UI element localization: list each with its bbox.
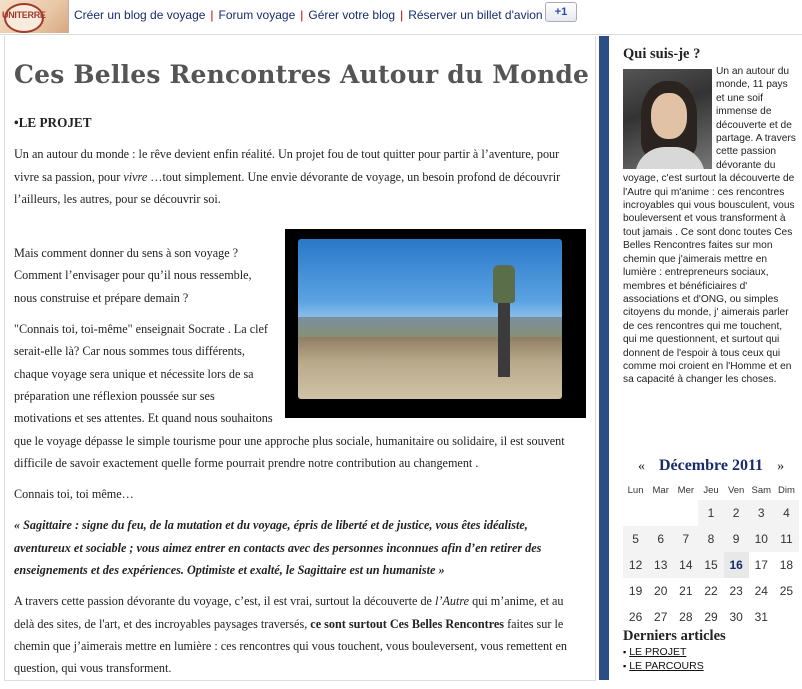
calendar-week [623, 604, 799, 630]
paragraph-intro [14, 143, 586, 210]
nav-separator: | [400, 8, 404, 22]
list-item [623, 645, 704, 659]
recent-posts-title: Derniers articles [623, 628, 726, 644]
author-bio [623, 65, 797, 387]
calendar-day[interactable]: 8 [698, 526, 723, 552]
calendar-day[interactable]: 21 [679, 584, 693, 598]
calendar-day[interactable]: 31 [754, 610, 768, 624]
sidebar [614, 36, 802, 680]
paragraph-socrate: "Connais toi, toi-même" enseignait Socrate . La clef serait-elle là? Car nous sommes tous différents, chaque voyage sera unique et nécessite lors de sa préparation une réflexion poussée sur ses motivations et ses attentes. Et quand nous souhaitons que le voyage dépasse le simple tourisme pour une approche plus sociale, humanitaire ou solidaire, il est souvent difficile de savoir exactement quelle forme pourrait prendre notre contribution au changement . [14, 322, 565, 470]
calendar-day[interactable]: 13 [648, 552, 673, 578]
top-nav [74, 8, 543, 22]
column-divider [599, 36, 609, 680]
calendar-day[interactable]: 18 [779, 558, 794, 572]
calendar-day[interactable]: 17 [754, 558, 768, 572]
passion-text: A travers cette passion dévorante du voyage, c’est, il est vrai, surtout la découverte de [14, 594, 435, 609]
site-logo[interactable] [0, 0, 69, 33]
about-title: Qui suis-je ? [623, 46, 701, 62]
calendar-day[interactable]: 4 [774, 500, 799, 526]
sagittarius-quote: « Sagittaire : signe du feu, de la mutation et du voyage, épris de liberté et de justice, vous êtes idéaliste, aventureux et sociable ; vous aimez entrer en contacts avec des personnes inconnues afin d’en retirer des enseignements et des expériences. Optimiste et exalté, le Sagittaire est un humaniste » [14, 518, 542, 578]
calendar-day[interactable]: 23 [729, 584, 743, 598]
passion-text-mid: qui m’anime, et au delà des sites, de l'art, et des incroyables paysages traversés, [14, 594, 564, 631]
calendar-day[interactable]: 20 [654, 584, 668, 598]
calendar-day[interactable]: 28 [679, 610, 693, 624]
calendar-month: Décembre 2011 [658, 457, 764, 474]
nav-link-forum[interactable]: Forum voyage [218, 8, 296, 22]
calendar-weekday: Ven [727, 484, 745, 496]
photo-hiker [493, 265, 515, 377]
calendar-day[interactable]: 29 [704, 610, 718, 624]
calendar-day[interactable]: 1 [698, 500, 723, 526]
logo-text: UNITERRE [2, 10, 46, 20]
recent-post-link[interactable]: LE PROJET [629, 646, 687, 658]
nav-link-book-flight[interactable]: Réserver un billet d'avion [408, 8, 543, 22]
calendar-day[interactable]: 3 [749, 500, 774, 526]
calendar-day[interactable]: 19 [628, 584, 643, 598]
calendar-day[interactable]: 15 [698, 552, 723, 578]
recent-posts-list [623, 645, 704, 673]
calendar [623, 480, 799, 630]
calendar-prev-link[interactable]: « [637, 459, 645, 474]
calendar-day[interactable]: 12 [623, 552, 648, 578]
calendar-day[interactable]: 5 [623, 526, 648, 552]
calendar-weekday: Sam [751, 484, 772, 496]
calendar-next-link[interactable]: » [777, 459, 785, 474]
calendar-weekday: Lun [627, 484, 644, 496]
nav-link-manage-blog[interactable]: Gérer votre blog [308, 8, 396, 22]
section-heading: •LE PROJET [14, 115, 92, 130]
calendar-empty-cell [623, 500, 648, 526]
calendar-day[interactable]: 24 [754, 584, 768, 598]
calendar-day[interactable]: 14 [673, 552, 698, 578]
intro-text-end: …tout simplement. Une envie dévorante de voyage, un besoin profond de découvrir l’ailleurs, les autres, pour se découvrir soi. [14, 169, 561, 206]
post-title: Ces Belles Rencontres Autour du Monde [14, 60, 590, 89]
passion-bold: ce sont surtout Ces Belles Rencontres [310, 616, 505, 631]
nav-link-create-blog[interactable]: Créer un blog de voyage [74, 8, 206, 22]
calendar-day[interactable]: 25 [779, 584, 794, 598]
calendar-day[interactable]: 11 [774, 526, 799, 552]
passion-text-end: faites sur le chemin que j’aimerais mettre en lumière : ces rencontres qui vous touchent, vous bouleversent, vous remettent en question, qui vous transforment. [14, 616, 568, 676]
calendar-weekday: Mer [677, 484, 695, 496]
paragraph-passion [14, 590, 586, 679]
calendar-day[interactable]: 2 [724, 500, 749, 526]
bio-text: Un an autour du monde, 11 pays et une soif immense de découverte et de partage. A travers cette passion dévorante du voyage, c'est surtout la découverte de l'Autre qui m'anime : ces rencontres incroyables qui vous bousculent, vous bouleversent et vous transforment à tout jamais . Ce sont donc toutes Ces Belles Rencontres faites sur mon chemin que j'aimerais mettre en lumière : entrepreneurs sociaux, membres et bénéficiaires d' associations et d'ONG, ou simples citoyens du monde, j' aimerais parler de ces rencontres qui me touchent, qui me questionnent, et surtout qui donnent de l'espoir à tous ceux qui comme moi croient en l'Homme et en sa capacité à changer les choses. [623, 66, 796, 386]
calendar-day[interactable]: 30 [729, 610, 743, 624]
passion-emphasis: l’Autre [435, 594, 470, 609]
calendar-day[interactable]: 10 [749, 526, 774, 552]
post-column [4, 36, 596, 681]
top-bar [0, 0, 802, 35]
hiker-photo [285, 229, 586, 418]
calendar-day[interactable]: 27 [654, 610, 668, 624]
bio-image-space [623, 65, 716, 169]
calendar-header [623, 457, 799, 475]
paragraph-connais-toi: Connais toi, toi même… [14, 487, 134, 502]
paragraph-question: Mais comment donner du sens à son voyage ? Comment l’envisager pour qu’il nous ressemble, nous construise et prépare demain ? [14, 246, 252, 305]
nav-separator: | [300, 8, 304, 22]
calendar-day[interactable]: 9 [724, 526, 749, 552]
calendar-day[interactable]: 16 [724, 552, 749, 578]
calendar-empty-cell [673, 500, 698, 526]
calendar-day[interactable]: 7 [673, 526, 698, 552]
calendar-empty-cell [648, 500, 673, 526]
calendar-grid [623, 500, 799, 630]
calendar-week [623, 578, 799, 604]
calendar-weekday: Dim [777, 484, 795, 496]
photo-sky [298, 239, 562, 327]
calendar-day[interactable]: 6 [648, 526, 673, 552]
list-item [623, 659, 704, 673]
calendar-weekday: Jeu [703, 484, 719, 496]
calendar-weekdays [623, 480, 799, 500]
recent-post-link[interactable]: LE PARCOURS [629, 660, 704, 672]
calendar-week [623, 526, 799, 552]
hiker-backpack [493, 265, 515, 303]
calendar-empty-cell [774, 604, 799, 630]
post-content [14, 112, 586, 689]
calendar-day[interactable]: 26 [628, 610, 643, 624]
photo-rocks [298, 337, 562, 399]
intro-text: Un an autour du monde : le rêve devient enfin réalité. Un projet fou de tout quitter pour partir à l’aventure, pour vivre sa passion, pour [14, 147, 560, 184]
hiker-legs [498, 303, 510, 377]
calendar-weekday: Mar [652, 484, 669, 496]
plus-one-button[interactable]: +1 [545, 2, 577, 22]
nav-separator: | [210, 8, 214, 22]
calendar-day[interactable]: 22 [704, 584, 718, 598]
intro-emphasis: vivre [123, 169, 148, 184]
calendar-week [623, 552, 799, 578]
calendar-week [623, 500, 799, 526]
